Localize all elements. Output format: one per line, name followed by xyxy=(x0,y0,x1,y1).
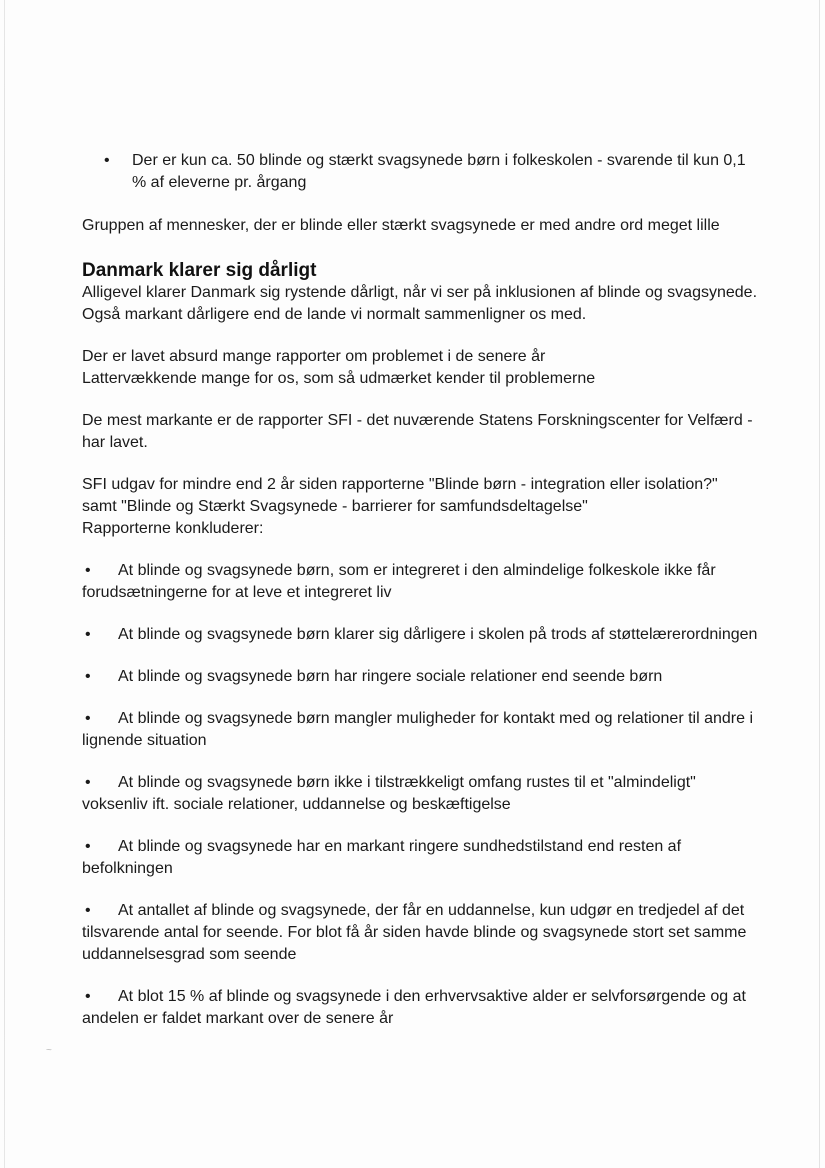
paragraph-konkluderer: Rapporterne konkluderer: xyxy=(82,520,264,537)
scan-edge-right xyxy=(819,0,820,1168)
conclusion-item xyxy=(82,560,762,604)
conclusion-text: At blinde og svagsynede børn mangler muligheder for kontakt med og relationer til andre i lignende situation xyxy=(82,710,754,749)
bullet-dot: • xyxy=(104,152,110,169)
bullet-dot: • xyxy=(85,774,91,791)
conclusion-text: At blinde og svagsynede børn klarer sig dårligere i skolen på trods af støttelærerordningen xyxy=(118,626,758,643)
paragraph-sfi-udgav: SFI udgav for mindre end 2 år siden rapporterne "Blinde børn - integration eller isolation?" xyxy=(82,476,718,493)
bullet-dot: • xyxy=(85,710,91,727)
intro-bullet xyxy=(82,150,762,194)
intro-paragraph: Gruppen af mennesker, der er blinde eller stærkt svagsynede er med andre ord meget lille xyxy=(82,217,720,234)
conclusion-item xyxy=(82,624,762,646)
paragraph-rapporter: Der er lavet absurd mange rapporter om problemet i de senere år xyxy=(82,348,546,365)
section-heading: Danmark klarer sig dårligt xyxy=(82,260,317,281)
conclusion-text: At blot 15 % af blinde og svagsynede i den erhvervsaktive alder er selvforsørgende og at andelen er faldet markant over de senere år xyxy=(82,988,746,1027)
scan-speck: ~ xyxy=(46,1045,52,1056)
conclusion-text: At blinde og svagsynede børn har ringere sociale relationer end seende børn xyxy=(118,668,663,685)
paragraph-sfi: De mest markante er de rapporter SFI - det nuværende Statens Forskningscenter for Velfærd - har lavet. xyxy=(82,412,753,451)
paragraph-alligevel: Alligevel klarer Danmark sig rystende dårligt, når vi ser på inklusionen af blinde og svagsynede. Også markant dårligere end de lande vi normalt sammenligner os med. xyxy=(82,284,758,323)
conclusion-text: At antallet af blinde og svagsynede, der får en uddannelse, kun udgør en tredjedel af det tilsvarende antal for seende. For blot få år siden havde blinde og svagsynede stort set samme uddannelsesgrad som seende xyxy=(82,902,747,963)
scan-edge-left xyxy=(4,0,5,1168)
conclusion-item xyxy=(82,708,762,752)
paragraph-samt: samt "Blinde og Stærkt Svagsynede - barrierer for samfundsdeltagelse" xyxy=(82,498,588,515)
conclusion-item xyxy=(82,900,762,966)
conclusion-text: At blinde og svagsynede har en markant ringere sundhedstilstand end resten af befolkningen xyxy=(82,838,682,877)
paragraph-lattervaekkende: Lattervækkende mange for os, som så udmærket kender til problemerne xyxy=(82,370,596,387)
bullet-dot: • xyxy=(85,988,91,1005)
bullet-dot: • xyxy=(85,626,91,643)
conclusion-text: At blinde og svagsynede børn ikke i tilstrækkeligt omfang rustes til et "almindeligt" voksenliv ift. sociale relationer, uddannelse og beskæftigelse xyxy=(82,774,696,813)
conclusion-text: At blinde og svagsynede børn, som er integreret i den almindelige folkeskole ikke får forudsætningerne for at leve et integreret liv xyxy=(82,562,716,601)
conclusion-item xyxy=(82,986,762,1030)
intro-bullet-text: Der er kun ca. 50 blinde og stærkt svagsynede børn i folkeskolen - svarende til kun 0,1 % af eleverne pr. årgang xyxy=(132,152,746,191)
bullet-dot: • xyxy=(85,668,91,685)
conclusion-item xyxy=(82,836,762,880)
bullet-dot: • xyxy=(85,838,91,855)
bullet-dot: • xyxy=(85,562,91,579)
document-body xyxy=(82,150,762,1030)
conclusion-item xyxy=(82,666,762,688)
conclusion-item xyxy=(82,772,762,816)
bullet-dot: • xyxy=(85,902,91,919)
